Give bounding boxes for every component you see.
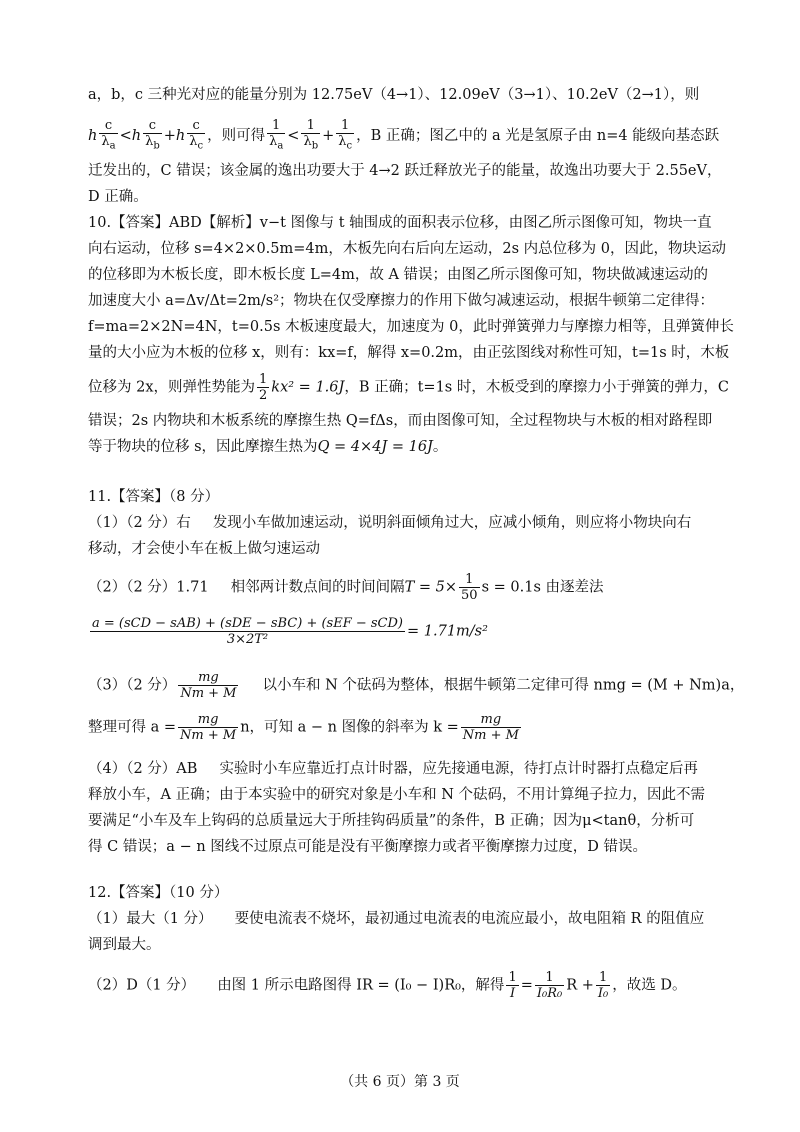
- q12-part2: （2）D（1 分） 由图 1 所示电路图得 IR = (I₀ − I)R₀，解得 $\frac{1}{I}$ = $\frac{1}{\text{I₀R₀}}$ R + $\frac{1}{\text{I₀}}$ ，故选 D。: [88, 970, 687, 1001]
- q11-part2: （2）（2 分）1.71 相邻两计数点间的时间间隔T = 5× $\frac{1}{50}$ s = 0.1s 由逐差法: [88, 572, 604, 603]
- q11-part4-l2: 释放小车，A 正确；由于本实验中的研究对象是小车和 N 个砝码，不用计算绳子拉力，因此不需: [88, 787, 705, 803]
- q10-line-9: 等于物块的位移 s，因此摩擦生热为Q = 4×4J = 16J。: [88, 439, 448, 455]
- q12-heading: 12.【答案】（10 分）: [88, 885, 229, 901]
- q10-line-2: 向右运动，位移 s=4×2×0.5m=4m，木板先向右后向左运动，2s 内总位移为 0，因此，物块运动: [88, 241, 726, 257]
- q11-part3: （3）（2 分） $\frac{mg}{Nm + M}$ 以小车和 N 个砝码为整体，根据牛顿第二定律可得 nmg = (M + Nm)a，: [88, 670, 745, 701]
- q11-formula: $\frac{\text{a = (sCD − sAB) + (sDE − sBC) + (sEF − sCD)}}{\text{3×2T²}}$ = 1.71m/s²: [92, 616, 488, 647]
- q10-line-7: 位移为 2x，则弹性势能为 $\frac{1}{2}$ kx² = 1.6J，B 正确；t=1s 时，木板受到的摩擦力小于弹簧的弹力，C: [88, 372, 729, 403]
- q11-part4-l3: 要满足“小车及车上钩码的总质量远大于所挂钩码质量”的条件，B 正确；因为μ<tanθ，分析可: [88, 813, 695, 829]
- q12-part1-cont: 调到最大。: [88, 937, 161, 953]
- q9-line-4: D 正确。: [88, 189, 148, 205]
- q11-part1-cont: 移动，才会使小车在板上做匀速运动: [88, 541, 320, 557]
- q11-part4-l4: 得 C 错误；a − n 图线不过原点可能是没有平衡摩擦力或者平衡摩擦力过度，D 错误。: [88, 839, 648, 855]
- q11-part1: （1）（2 分）右 发现小车做加速运动，说明斜面倾角过大，应减小倾角，则应将小物块向右: [88, 515, 692, 531]
- q10-line-8: 错误；2s 内物块和木板系统的摩擦生热 Q=fΔs，而由图像可知，全过程物块与木板的相对路程即: [88, 413, 713, 429]
- q11-heading: 11.【答案】（8 分）: [88, 489, 220, 505]
- q10-line-6: 量的大小应为木板的位移 x，则有：kx=f，解得 x=0.2m，由正弦图线对称性可知，t=1s 时，木板: [88, 345, 730, 361]
- q10-line-5: f=ma=2×2N=4N，t=0.5s 木板速度最大，加速度为 0，此时弹簧弹力与摩擦力相等，且弹簧伸长: [88, 319, 734, 335]
- q11-part4: （4）（2 分）AB 实验时小车应靠近打点计时器，应先接通电源，待打点计时器打点稳定后再: [88, 761, 698, 777]
- q10-line-1: 10.【答案】ABD【解析】v−t 图像与 t 轴围成的面积表示位移，由图乙所示图像可知，物块一直: [88, 215, 712, 231]
- q12-part1: （1）最大（1 分） 要使电流表不烧坏，最初通过电流表的电流应最小，故电阻箱 R 的阻值应: [88, 911, 705, 927]
- q11-part3-cont: 整理可得 a = $\frac{mg}{Nm + M}$ n，可知 a − n 图像的斜率为 k = $\frac{mg}{Nm + M}$: [88, 712, 519, 743]
- q9-line-2: h $\frac{c}{\lambda_a}$ <h $\frac{c}{\lambda_b}$ +h $\frac{c}{\lambda_c}$ ，则可得 $\frac{1}{\lambda_a}$ < $\frac{1}{\lambda_b}$ + $\frac{1}{\lambda_c}$ ，B 正确；图乙中的 a 光是氢原子由 n=4 能级向基态跃: [88, 118, 720, 152]
- q9-line-3: 迁发出的，C 错误；该金属的逸出功要大于 4→2 跃迁释放光子的能量，故逸出功要大于 2.55eV，: [88, 163, 722, 179]
- q9-line-1: a，b，c 三种光对应的能量分别为 12.75eV（4→1）、12.09eV（3→1）、10.2eV（2→1），则: [88, 87, 700, 103]
- q10-line-3: 的位移即为木板长度，即木板长度 L=4m，故 A 错误；由图乙所示图像可知，物块做减速运动的: [88, 267, 709, 283]
- q10-line-4: 加速度大小 a=Δv/Δt=2m/s²；物块在仅受摩擦力的作用下做匀减速运动，根据牛顿第二定律得：: [88, 293, 715, 309]
- page-footer: （共 6 页）第 3 页: [340, 1074, 460, 1090]
